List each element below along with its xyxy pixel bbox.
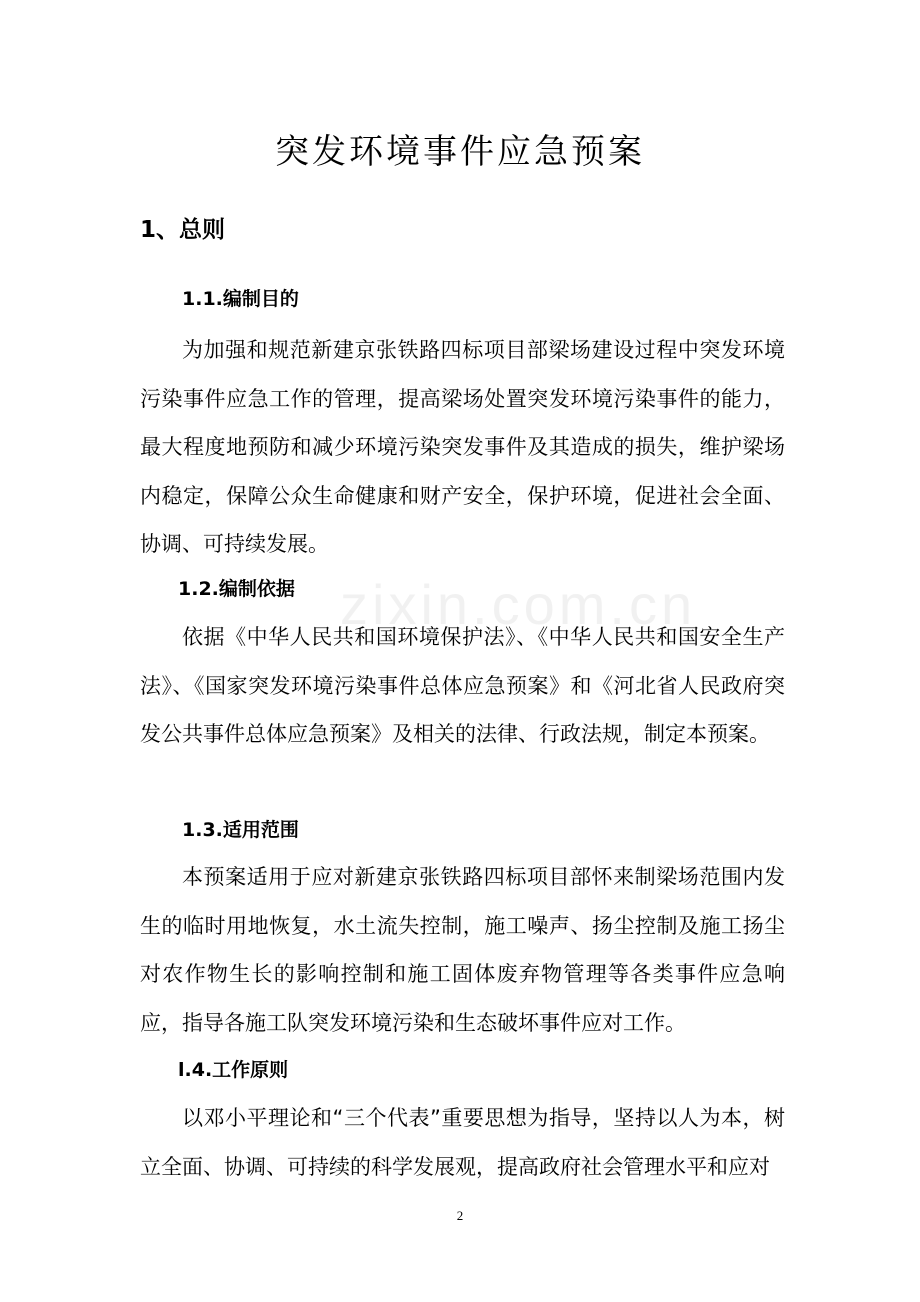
subsection-heading-principles: l.4.工作原则 <box>178 1059 289 1081</box>
subsection-heading-purpose: 1.1.编制目的 <box>182 288 299 310</box>
paragraph-scope: 本预案适用于应对新建京张铁路四标项目部怀来制梁场范围内发生的临时用地恢复，水土流失控制，施工噪声、扬尘控制及施工扬尘对农作物生长的影响控制和施工固体废弃物管理等各类事件应急响应，指导各施工队突发环境污染和生态破坏事件应对工作。 <box>140 865 785 1035</box>
section-heading-general: 1、总则 <box>140 217 226 243</box>
subsection-heading-basis: 1.2.编制依据 <box>178 578 295 600</box>
page-title: 突发环境事件应急预案 <box>275 132 645 172</box>
subsection-heading-scope: 1.3.适用范围 <box>182 819 299 841</box>
paragraph-basis: 依据《中华人民共和国环境保护法》、《中华人民共和国安全生产法》、《国家突发环境污染事件总体应急预案》和《河北省人民政府突发公共事件总体应急预案》及相关的法律、行政法规，制定本预案。 <box>140 625 785 746</box>
paragraph-principles: 以邓小平理论和“三个代表”重要思想为指导，坚持以人为本，树立全面、协调、可持续的科学发展观，提高政府社会管理水平和应对 <box>140 1106 785 1179</box>
paragraph-purpose: 为加强和规范新建京张铁路四标项目部梁场建设过程中突发环境污染事件应急工作的管理，提高梁场处置突发环境污染事件的能力，最大程度地预防和减少环境污染突发事件及其造成的损失，维护梁场内稳定，保障公众生命健康和财产安全，保护环境，促进社会全面、协调、可持续发展。 <box>140 338 785 556</box>
page-number: 2 <box>456 1208 464 1223</box>
watermark: zixin.com.cn <box>340 573 697 636</box>
